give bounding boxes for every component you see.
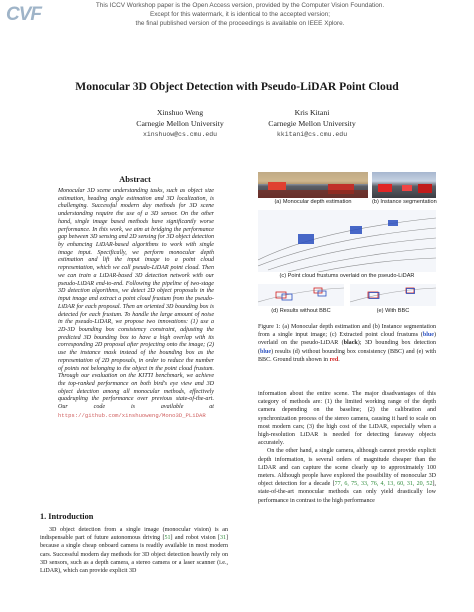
instance-mask — [378, 184, 392, 192]
abstract-text: Monocular 3D scene understanding tasks, such as object size estimation, heading angle estimation and 3D localization, is challenging. Successful modern day methods for 3D scene understanding require the use of a 3D sensor. On the other hand, single image based methods have significantly worse performance. In this work, we aim at bridging the performance gap between 3D sensing and 2D sensing for 3D object detection by enhancing LiDAR-based algorithms to work with single image input. Specifically, we perform monocular depth estimation and lift the input image to a point cloud representation, which we call pseudo-LiDAR point cloud. Then we can train a LiDAR-based 3D detection network with our pseudo-LiDAR end-to-end. Following the pipeline of two-stage 3D detection algorithms, we detect 2D object proposals in the input image and extract a point cloud frustum from the pseudo-LiDAR for each proposal. Then an oriented 3D bounding box is detected for each frustum. To handle the large amount of noise in the pseudo-LiDAR, we propose two innovations: (1) use a 2D-3D bounding box consistency constraint, adjusting the predicted 3D bounding box to have a high overlap with its corresponding 2D proposal after projecting onto the image; (2) use the instance mask instead of the bounding box as the representation of 2D proposals, in order to reduce the number of points not belonging to the object in the point cloud frustum. Through our evaluation on the KITTI benchmark, we achieve the top-ranked performance on both bird's eye view and 3D object detection among all monocular methods, effectively quadrupling the performance over previous state-of-the-art. Our code is available at — [58, 188, 214, 411]
figure-label-c: (c) Point cloud frustums overlaid on the pseudo-LiDAR — [279, 273, 415, 279]
watermark-line-1: This ICCV Workshop paper is the Open Access version, provided by the Computer Vision Foundation. — [95, 2, 385, 9]
author-name: Kris Kitani — [294, 108, 330, 117]
paragraph — [258, 447, 436, 504]
citation-link[interactable]: 31 — [219, 535, 226, 542]
abstract-body — [58, 188, 214, 421]
instance-mask — [402, 185, 412, 191]
right-column-body — [258, 390, 436, 505]
code-link[interactable]: https://github.com/xinshuoweng/Mono3D_PLiDAR — [58, 411, 206, 419]
caption-text: ) results (d) without bounding box consistency (BBC) and (e) with BBC. Ground truth shown in — [258, 348, 436, 363]
citation-link[interactable]: 51 — [164, 535, 171, 542]
paragraph-text: ], state-of-the-art monocular methods can only yield drastically low performance in contrast to the high performance — [258, 481, 437, 504]
caption-blue-word: blue — [260, 348, 272, 355]
intro-text: ] because a single cheap onboard camera is readily available in most modern cars. Successful modern day methods for 3D object detection heavily rely on 3D sensors, such as a depth camera, a stereo camera or a laser scanner (i.e., LiDAR), which can provide explicit 3D — [40, 535, 228, 575]
depth-object — [268, 182, 286, 190]
author-block-2 — [232, 107, 392, 140]
cvf-logo: CVF — [6, 4, 41, 25]
instance-segmentation-image — [372, 172, 436, 198]
author-affiliation: Carnegie Mellon University — [136, 119, 224, 128]
results-without-bbc-image — [258, 284, 344, 306]
watermark-line-2: Except for this watermark, it is identical to the accepted version; — [149, 11, 331, 18]
caption-text: Figure 1: (a) Monocular depth estimation and (b) Instance segmentation from a single input image; (c) Extracted point cloud frustums ( — [258, 324, 436, 339]
depth-map-graphic — [258, 172, 368, 198]
pseudo-lidar-frustums-image — [258, 210, 436, 272]
caption-text: ) overlaid on the pseudo-LiDAR ( — [258, 332, 436, 347]
watermark-line-3: the final published version of the proceedings is available on IEEE Xplore. — [135, 20, 345, 27]
caption-blue-word: blue — [422, 332, 434, 339]
citation-link[interactable]: 77, 6, 75, 33, 76, 4, 13, 60, 31, 20, 52 — [334, 481, 433, 488]
pseudo-lidar-points — [258, 218, 436, 272]
intro-heading: 1. Introduction — [40, 512, 94, 521]
caption-black-word: black — [343, 340, 358, 347]
figure-label-d: (d) Results without BBC — [271, 308, 331, 314]
paper-title: Monocular 3D Object Detection with Pseudo-LiDAR Point Cloud — [75, 80, 399, 93]
bev-graphic-bbc — [350, 284, 436, 306]
abstract-heading: Abstract — [119, 174, 151, 184]
intro-text: 3D object detection from a single image (monocular vision) is an indispensable part of future autonomous driving [ — [40, 527, 228, 542]
figure-label-a: (a) Monocular depth estimation — [274, 199, 352, 205]
instance-mask — [418, 184, 432, 193]
paragraph-text: On the other hand, a single camera, although cannot provide explicit depth information, is several orders of magnitude cheaper than the LiDAR and can capture the scene clearly up to approximately 100 meters. Although people have explored the possibility of monocular 3D object detection for a decade [ — [258, 448, 436, 488]
intro-body — [40, 526, 228, 575]
figure-label-e: (e) With BBC — [376, 308, 410, 314]
caption-text: . — [338, 356, 340, 363]
author-affiliation: Carnegie Mellon University — [268, 119, 356, 128]
author-email: kkitani@cs.cmu.edu — [276, 131, 348, 138]
author-name: Xinshuo Weng — [156, 108, 204, 117]
paragraph: information about the entire scene. The major disadvantages of this category of methods are: (1) the limited working range of the depth camera depending on the baseline; (2) the calibration and synchronization process of the stereo camera, causing it hard to scale on most modern cars; (3) the high cost of the LiDAR, especially when a high-resolution LiDAR is needed for detecting faraway objects accurately. — [258, 391, 436, 447]
figure-label-b: (b) Instance segmentation — [372, 199, 437, 205]
depth-near-band — [258, 190, 368, 198]
author-email: xinshuow@cs.cmu.edu — [142, 131, 218, 138]
caption-text: ); 3D bounding box detection ( — [258, 340, 436, 355]
bev-graphic-no-bbc — [258, 284, 344, 306]
segmentation-graphic — [372, 172, 436, 198]
intro-text: ] and robot vision [ — [170, 535, 220, 542]
caption-red-word: red — [329, 356, 339, 363]
depth-estimation-image — [258, 172, 368, 198]
results-with-bbc-image — [350, 284, 436, 306]
point-cloud-graphic — [258, 210, 436, 272]
figure-caption — [258, 323, 436, 364]
